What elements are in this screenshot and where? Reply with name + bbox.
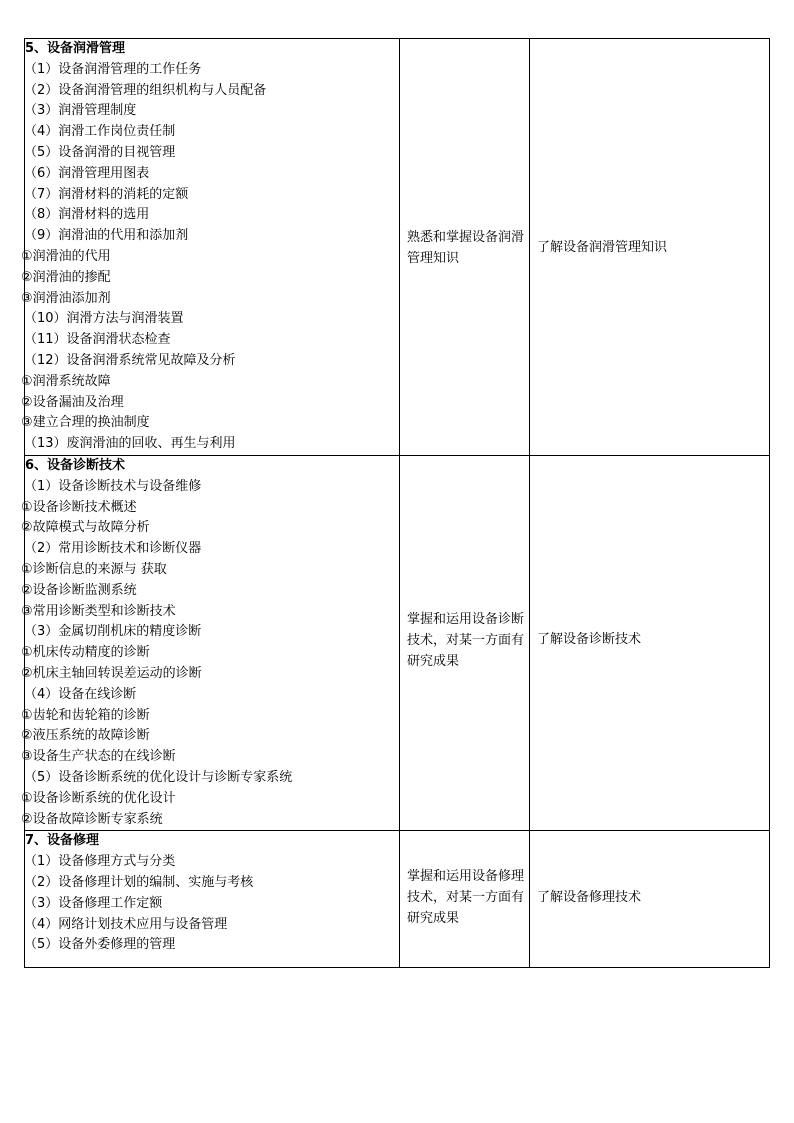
list-item: ③常用诊断类型和诊断技术 xyxy=(21,603,176,619)
list-item: （4）设备在线诊断 xyxy=(24,686,137,702)
list-item: ②机床主轴回转误差运动的诊断 xyxy=(21,665,202,681)
item-list xyxy=(25,852,399,956)
list-item: ①润滑油的代用 xyxy=(21,248,111,264)
requirement-cell xyxy=(400,39,530,456)
list-item: （1）设备诊断技术与设备维修 xyxy=(24,478,202,494)
section-heading: 6、设备诊断技术 xyxy=(25,458,126,473)
list-item: ①齿轮和齿轮箱的诊断 xyxy=(21,707,150,723)
basic-text: 了解设备润滑管理知识 xyxy=(537,240,668,255)
content-cell xyxy=(21,456,400,831)
list-item: ③建立合理的换油制度 xyxy=(21,415,150,431)
list-item: ②润滑油的掺配 xyxy=(21,269,111,285)
list-item: （3）金属切削机床的精度诊断 xyxy=(24,624,202,640)
list-item: ②设备故障诊断专家系统 xyxy=(21,811,163,827)
list-item: ①设备诊断技术概述 xyxy=(21,499,137,515)
requirement-text: 掌握和运用设备修理技术，对某一方面有研究成果 xyxy=(407,869,525,927)
list-item: （4）网络计划技术应用与设备管理 xyxy=(24,916,228,932)
list-item: （5）设备润滑的目视管理 xyxy=(24,144,176,160)
list-item: ②故障模式与故障分析 xyxy=(21,520,150,536)
table-row xyxy=(25,39,770,456)
list-item: （2）设备润滑管理的组织机构与人员配备 xyxy=(24,82,267,98)
list-item: （3）润滑管理制度 xyxy=(24,103,137,119)
list-item: ①设备诊断系统的优化设计 xyxy=(21,790,176,806)
list-item: （1）设备修理方式与分类 xyxy=(24,854,176,870)
content-cell xyxy=(25,831,400,968)
list-item: ②液压系统的故障诊断 xyxy=(21,728,150,744)
list-item: （8）润滑材料的选用 xyxy=(24,207,150,223)
list-item: （3）设备修理工作定额 xyxy=(24,895,163,911)
list-item: （2）常用诊断技术和诊断仪器 xyxy=(24,541,202,557)
list-item: ①机床传动精度的诊断 xyxy=(21,645,150,661)
requirement-text: 熟悉和掌握设备润滑管理知识 xyxy=(407,230,525,266)
section-heading: 7、设备修理 xyxy=(25,833,100,849)
list-item: ③润滑油添加剂 xyxy=(21,290,111,306)
list-item: （11）设备润滑状态检查 xyxy=(24,332,171,348)
basic-cell xyxy=(530,456,770,831)
basic-cell xyxy=(530,831,770,968)
item-list xyxy=(21,60,399,455)
list-item: （10）润滑方法与润滑装置 xyxy=(24,311,184,327)
table-row xyxy=(25,456,770,831)
section-heading: 5、设备润滑管理 xyxy=(25,41,126,56)
list-item: ①润滑系统故障 xyxy=(21,373,111,389)
list-item: （5）设备诊断系统的优化设计与诊断专家系统 xyxy=(24,769,293,785)
requirement-cell xyxy=(400,831,530,968)
list-item: ②设备诊断监测系统 xyxy=(21,582,137,598)
list-item: ①诊断信息的来源与 获取 xyxy=(21,561,167,577)
basic-text: 了解设备诊断技术 xyxy=(537,632,642,647)
syllabus-table xyxy=(21,38,770,968)
list-item: ②设备漏油及治理 xyxy=(21,394,124,410)
list-item: （12）设备润滑系统常见故障及分析 xyxy=(24,352,236,368)
content-cell xyxy=(21,39,400,456)
list-item: （7）润滑材料的消耗的定额 xyxy=(24,186,189,202)
list-item: ③设备生产状态的在线诊断 xyxy=(21,749,176,765)
item-list xyxy=(21,477,399,831)
list-item: （2）设备修理计划的编制、实施与考核 xyxy=(24,874,254,890)
list-item: （5）设备外委修理的管理 xyxy=(24,937,176,953)
basic-text: 了解设备修理技术 xyxy=(537,890,642,906)
list-item: （1）设备润滑管理的工作任务 xyxy=(24,61,202,77)
requirement-text: 掌握和运用设备诊断技术，对某一方面有研究成果 xyxy=(407,612,525,669)
list-item: （9）润滑油的代用和添加剂 xyxy=(24,228,189,244)
table-row xyxy=(25,831,770,968)
requirement-cell xyxy=(400,456,530,831)
list-item: （13）废润滑油的回收、再生与利用 xyxy=(24,436,236,452)
list-item: （6）润滑管理用图表 xyxy=(24,165,150,181)
basic-cell xyxy=(530,39,770,456)
list-item: （4）润滑工作岗位责任制 xyxy=(24,124,176,140)
